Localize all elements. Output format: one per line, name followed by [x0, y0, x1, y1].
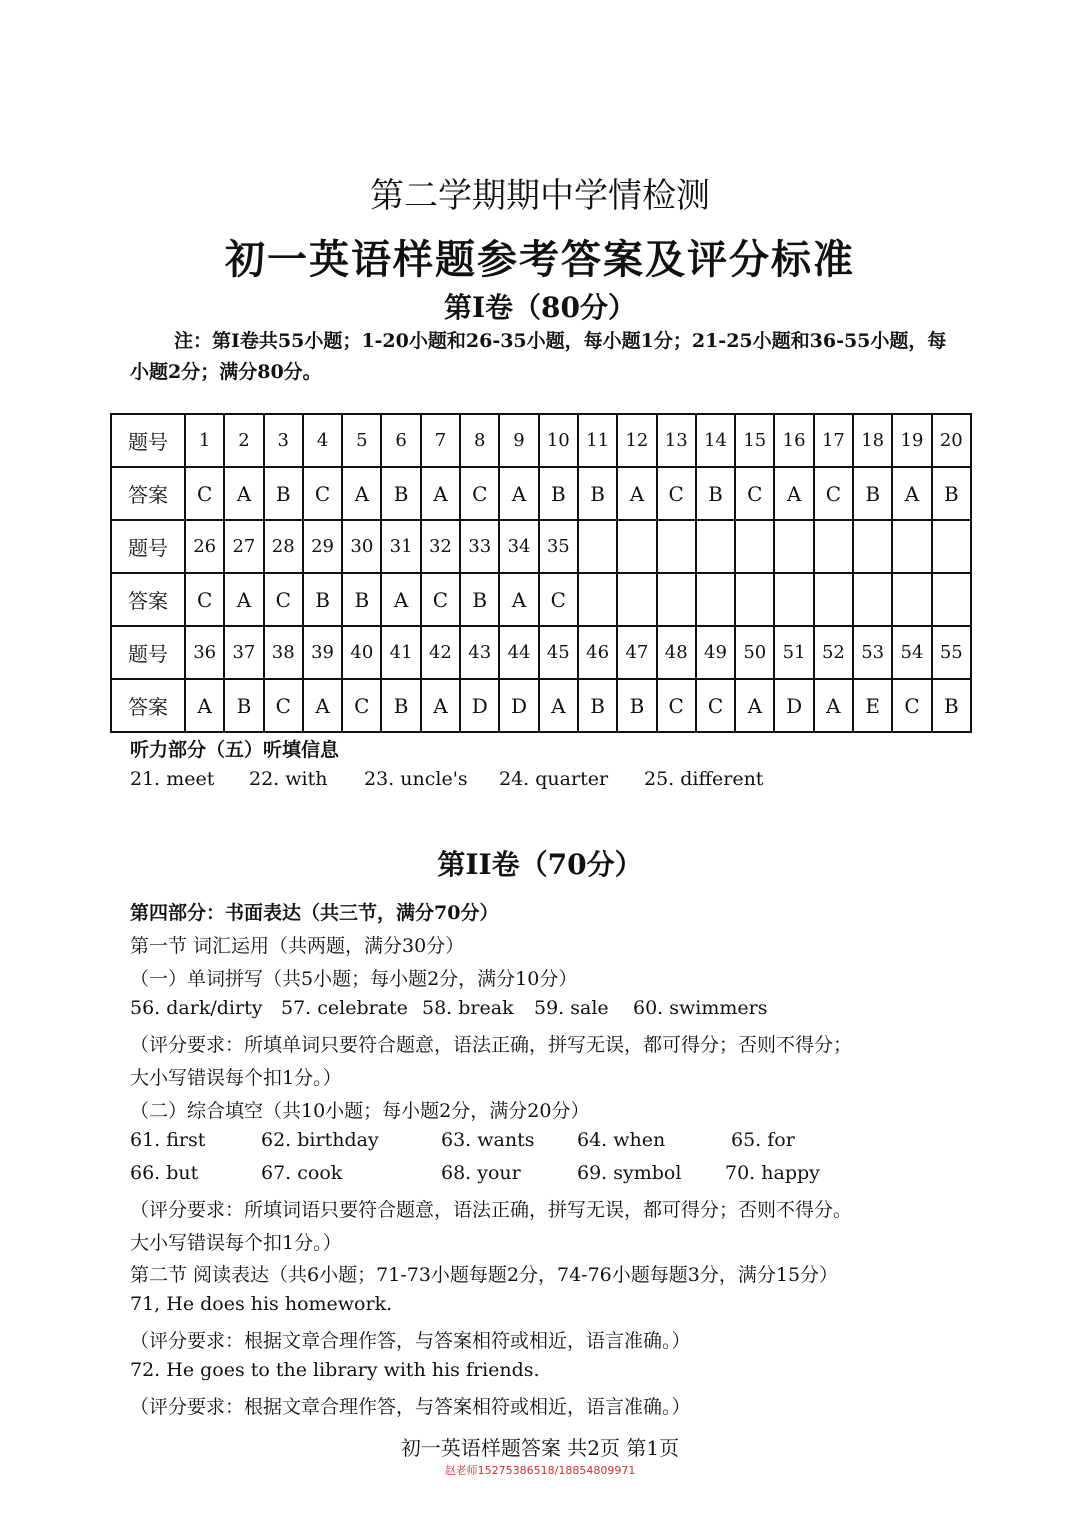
part1-title: 第Ⅰ卷（80分）: [443, 291, 637, 324]
question-number-cell: 52: [814, 626, 853, 679]
document-title: 初一英语样题参考答案及评分标准: [225, 236, 855, 283]
answer-57: 57. celebrate: [281, 997, 408, 1019]
question-number-cell: 9: [499, 414, 538, 467]
question-number-cell: 49: [696, 626, 735, 679]
answer-cell: C: [892, 679, 931, 732]
answer-71-requirement: （评分要求：根据文章合理作答，与答案相符或相近，语言准确。）: [130, 1330, 691, 1352]
answer-cell: B: [617, 679, 656, 732]
question-number-cell: 43: [460, 626, 499, 679]
answer-row-2: [111, 573, 971, 626]
question-number-cell: 7: [421, 414, 460, 467]
question-number-cell: [774, 520, 813, 573]
question-number-cell: 13: [657, 414, 696, 467]
answer-cell: C: [657, 467, 696, 520]
question-number-label: 题号: [111, 414, 185, 467]
answer-cell: A: [224, 573, 263, 626]
answer-cell: C: [303, 467, 342, 520]
exam-title: 第二学期期中学情检测: [370, 176, 710, 216]
answer-72-requirement: （评分要求：根据文章合理作答，与答案相符或相近，语言准确。）: [130, 1396, 691, 1418]
question-number-cell: 41: [381, 626, 420, 679]
question-number-cell: 38: [264, 626, 303, 679]
question-number-cell: 51: [774, 626, 813, 679]
section1b-requirement: （评分要求：所填词语只要符合题意，语法正确，拼写无误，都可得分；否则不得分。: [130, 1199, 853, 1221]
answer-cell: B: [539, 467, 578, 520]
answer-cell: C: [657, 679, 696, 732]
question-number-cell: 35: [539, 520, 578, 573]
question-row-2: [111, 520, 971, 573]
question-number-cell: 2: [224, 414, 263, 467]
question-number-cell: 30: [342, 520, 381, 573]
question-number-cell: 44: [499, 626, 538, 679]
section2-title: 第二节 阅读表达（共6小题；71-73小题每题2分，74-76小题每题3分，满分15分）: [130, 1264, 839, 1286]
section1b-title: （二）综合填空（共10小题；每小题2分，满分20分）: [130, 1100, 590, 1122]
question-number-cell: 46: [578, 626, 617, 679]
question-number-cell: [696, 520, 735, 573]
question-number-label: 题号: [111, 520, 185, 573]
answer-cell: [657, 573, 696, 626]
answer-cell: A: [499, 467, 538, 520]
answer-cell: A: [499, 573, 538, 626]
answer-cell: C: [460, 467, 499, 520]
answer-63: 63. wants: [441, 1129, 535, 1151]
answer-cell: [578, 573, 617, 626]
answer-cell: B: [381, 467, 420, 520]
question-number-cell: 5: [342, 414, 381, 467]
answer-cell: C: [264, 679, 303, 732]
question-number-cell: [578, 520, 617, 573]
listening-answer-24: 24. quarter: [499, 768, 609, 790]
answer-cell: B: [853, 467, 892, 520]
answer-cell: C: [264, 573, 303, 626]
page-footer: 初一英语样题答案 共2页 第1页: [400, 1436, 680, 1460]
answer-label: 答案: [111, 467, 185, 520]
answer-cell: A: [617, 467, 656, 520]
answer-62: 62. birthday: [261, 1129, 379, 1151]
question-number-cell: 53: [853, 626, 892, 679]
answer-59: 59. sale: [534, 997, 609, 1019]
answer-cell: [617, 573, 656, 626]
answer-cell: [735, 573, 774, 626]
answer-cell: A: [185, 679, 224, 732]
answer-69: 69. symbol: [577, 1162, 682, 1184]
answer-cell: D: [774, 679, 813, 732]
question-number-cell: [814, 520, 853, 573]
question-number-cell: 42: [421, 626, 460, 679]
question-number-cell: 12: [617, 414, 656, 467]
question-number-cell: 4: [303, 414, 342, 467]
listening-answer-22: 22. with: [249, 768, 328, 790]
answer-56: 56. dark/dirty: [130, 997, 263, 1019]
answer-cell: A: [774, 467, 813, 520]
answer-cell: B: [303, 573, 342, 626]
question-number-cell: 6: [381, 414, 420, 467]
question-number-cell: [932, 520, 971, 573]
question-number-cell: 50: [735, 626, 774, 679]
question-number-cell: 31: [381, 520, 420, 573]
contact-watermark: 赵老师15275386518/18854809971: [444, 1464, 636, 1477]
question-number-cell: 32: [421, 520, 460, 573]
answer-61: 61. first: [130, 1129, 206, 1151]
question-number-label: 题号: [111, 626, 185, 679]
question-number-cell: 55: [932, 626, 971, 679]
question-number-cell: 27: [224, 520, 263, 573]
question-row-1: [111, 414, 971, 467]
answer-cell: A: [303, 679, 342, 732]
answer-cell: [814, 573, 853, 626]
answer-cell: B: [264, 467, 303, 520]
question-number-cell: 29: [303, 520, 342, 573]
answer-cell: C: [735, 467, 774, 520]
section1a-requirement-cont: 大小写错误每个扣1分。）: [130, 1067, 342, 1089]
question-number-cell: [657, 520, 696, 573]
question-number-cell: 39: [303, 626, 342, 679]
part1-note: 注：第Ⅰ卷共55小题；1-20小题和26-35小题，每小题1分；21-25小题和36-55小题，每小题2分；满分80分。: [130, 330, 947, 383]
listening-answer-25: 25. different: [644, 768, 764, 790]
answer-cell: B: [578, 679, 617, 732]
question-number-cell: 18: [853, 414, 892, 467]
question-number-cell: 3: [264, 414, 303, 467]
question-number-cell: 14: [696, 414, 735, 467]
answer-cell: E: [853, 679, 892, 732]
question-number-cell: [735, 520, 774, 573]
answer-cell: A: [892, 467, 931, 520]
answer-68: 68. your: [441, 1162, 521, 1184]
section1a-requirement: （评分要求：所填单词只要符合题意，语法正确，拼写无误，都可得分；否则不得分；: [130, 1034, 853, 1056]
answer-cell: A: [342, 467, 381, 520]
answer-cell: B: [460, 573, 499, 626]
answer-cell: B: [696, 467, 735, 520]
answer-cell: B: [578, 467, 617, 520]
question-number-cell: [853, 520, 892, 573]
answer-cell: B: [224, 679, 263, 732]
answer-row-1: [111, 467, 971, 520]
question-number-cell: 20: [932, 414, 971, 467]
question-number-cell: 45: [539, 626, 578, 679]
question-row-3: [111, 626, 971, 679]
question-number-cell: [617, 520, 656, 573]
question-number-cell: 36: [185, 626, 224, 679]
answer-cell: A: [421, 679, 460, 732]
answer-cell: A: [814, 679, 853, 732]
answer-table: [110, 413, 972, 733]
answer-cell: A: [224, 467, 263, 520]
answer-label: 答案: [111, 679, 185, 732]
answer-cell: C: [342, 679, 381, 732]
answer-cell: B: [342, 573, 381, 626]
answer-72: 72. He goes to the library with his friends.: [130, 1359, 540, 1381]
question-number-cell: 28: [264, 520, 303, 573]
answer-cell: [932, 573, 971, 626]
question-number-cell: 10: [539, 414, 578, 467]
answer-cell: B: [381, 679, 420, 732]
answer-cell: [774, 573, 813, 626]
answer-60: 60. swimmers: [633, 997, 768, 1019]
answer-cell: C: [539, 573, 578, 626]
answer-cell: [892, 573, 931, 626]
question-number-cell: 47: [617, 626, 656, 679]
listening-answer-23: 23. uncle's: [364, 768, 468, 790]
section1-title: 第一节 词汇运用（共两题，满分30分）: [130, 935, 465, 957]
question-number-cell: 33: [460, 520, 499, 573]
section1b-requirement-cont: 大小写错误每个扣1分。）: [130, 1232, 342, 1254]
question-number-cell: 37: [224, 626, 263, 679]
question-number-cell: 8: [460, 414, 499, 467]
answer-cell: A: [735, 679, 774, 732]
question-number-cell: 48: [657, 626, 696, 679]
answer-cell: D: [499, 679, 538, 732]
answer-cell: [853, 573, 892, 626]
question-number-cell: 19: [892, 414, 931, 467]
answer-cell: A: [539, 679, 578, 732]
question-number-cell: 16: [774, 414, 813, 467]
answer-cell: C: [814, 467, 853, 520]
answer-cell: C: [696, 679, 735, 732]
answer-65: 65. for: [731, 1129, 795, 1151]
answer-cell: B: [932, 467, 971, 520]
question-number-cell: 26: [185, 520, 224, 573]
answer-64: 64. when: [577, 1129, 666, 1151]
answer-cell: C: [185, 573, 224, 626]
section4-title: 第四部分：书面表达（共三节，满分70分）: [130, 902, 499, 924]
listening-title: 听力部分（五）听填信息: [130, 739, 340, 761]
answer-58: 58. break: [422, 997, 514, 1019]
part2-title: 第II卷（70分）: [437, 848, 643, 881]
answer-cell: A: [421, 467, 460, 520]
question-number-cell: 40: [342, 626, 381, 679]
question-number-cell: 17: [814, 414, 853, 467]
answer-label: 答案: [111, 573, 185, 626]
answer-cell: D: [460, 679, 499, 732]
answer-cell: [696, 573, 735, 626]
question-number-cell: 11: [578, 414, 617, 467]
answer-cell: C: [421, 573, 460, 626]
question-number-cell: 34: [499, 520, 538, 573]
section1a-title: （一）单词拼写（共5小题；每小题2分，满分10分）: [130, 968, 578, 990]
question-number-cell: 1: [185, 414, 224, 467]
question-number-cell: [892, 520, 931, 573]
answer-67: 67. cook: [261, 1162, 343, 1184]
answer-cell: C: [185, 467, 224, 520]
answer-66: 66. but: [130, 1162, 199, 1184]
listening-answer-21: 21. meet: [130, 768, 215, 790]
answer-70: 70. happy: [725, 1162, 820, 1184]
answer-row-3: [111, 679, 971, 732]
question-number-cell: 54: [892, 626, 931, 679]
answer-cell: B: [932, 679, 971, 732]
answer-cell: A: [381, 573, 420, 626]
answer-71: 71, He does his homework.: [130, 1293, 393, 1315]
question-number-cell: 15: [735, 414, 774, 467]
